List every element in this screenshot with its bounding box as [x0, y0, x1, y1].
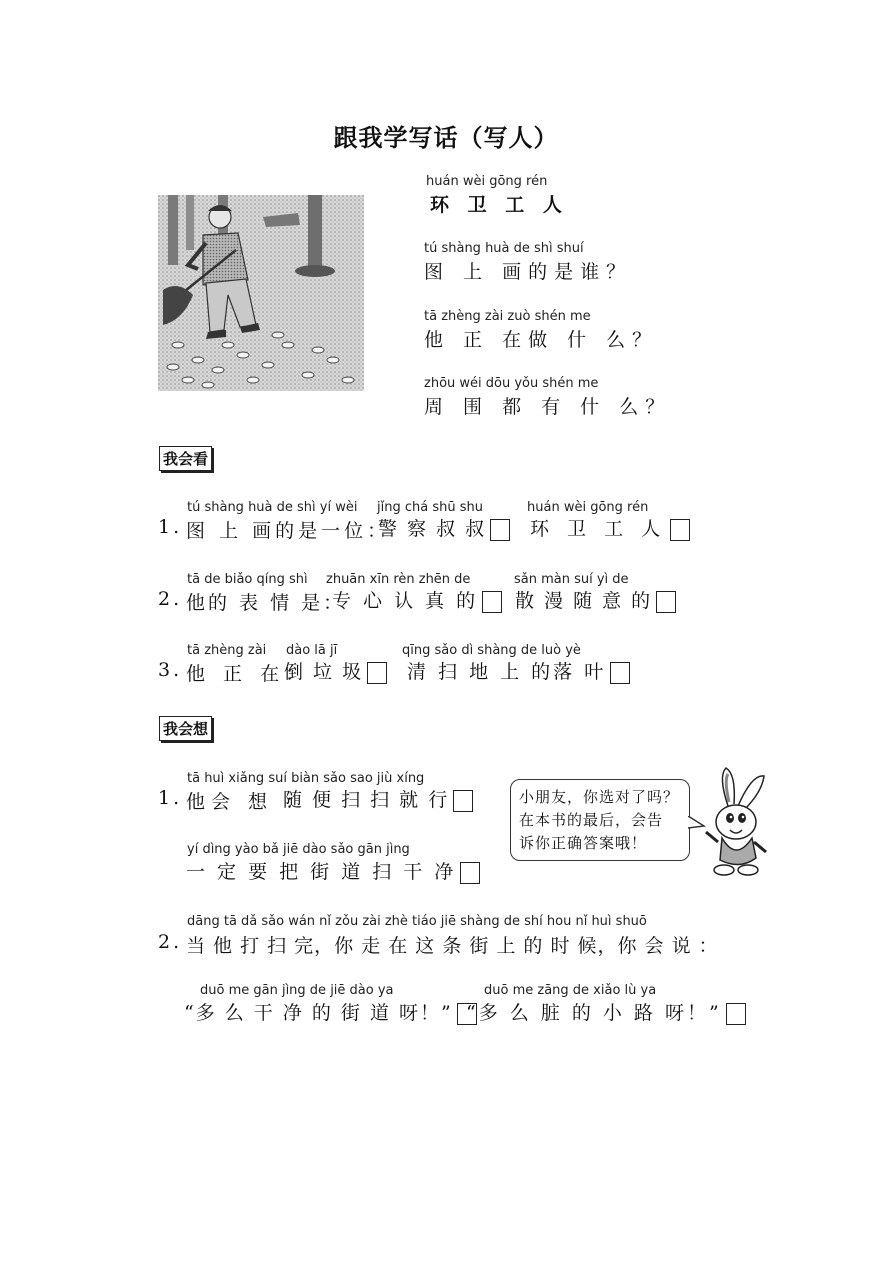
- option-text: 一 定 要 把 街 道 扫 干 净: [186, 861, 457, 883]
- answer-checkbox[interactable]: [726, 1003, 746, 1025]
- section-label-think: 我会想: [159, 716, 212, 741]
- option-1[interactable]: [378, 514, 510, 541]
- answer-checkbox[interactable]: [453, 790, 473, 812]
- option-2[interactable]: [466, 998, 746, 1025]
- option-2[interactable]: [515, 586, 676, 613]
- answer-checkbox[interactable]: [490, 519, 510, 541]
- item-pinyin: tā de biǎo qíng shì: [187, 572, 308, 587]
- item-stem: 图 上 画的是一位：: [186, 520, 391, 542]
- item-stem: 他的 表 情 是：: [186, 592, 346, 614]
- item-stem: 他 正 在：: [186, 663, 311, 685]
- item-pinyin: dāng tā dǎ sǎo wán nǐ zǒu zài zhè tiáo jiē shàng de shí hou nǐ huì shuō: [187, 914, 647, 929]
- question-pinyin: tā zhèng zài zuò shén me: [424, 309, 591, 324]
- option-2[interactable]: [186, 857, 480, 884]
- option-text: 专 心 认 真 的: [332, 590, 479, 612]
- option-pinyin: qīng sǎo dì shàng de luò yè: [402, 643, 581, 658]
- item-number: 2.: [158, 931, 183, 953]
- answer-checkbox[interactable]: [482, 591, 502, 613]
- item-number: 1.: [158, 516, 183, 538]
- item-number: 2.: [158, 588, 183, 610]
- item-stem: 当 他 打 扫 完，你 走 在 这 条 街 上 的 时 候，你 会 说 ：: [186, 935, 719, 957]
- option-pinyin: zhuān xīn rèn zhēn de: [326, 572, 471, 587]
- option-2[interactable]: [530, 514, 690, 541]
- section-label-look: 我会看: [159, 446, 212, 471]
- bubble-line: 小朋友，你选对了吗？: [519, 788, 680, 806]
- question-text: 他 正 在做 什 么？: [424, 329, 659, 351]
- item-pinyin: tú shàng huà de shì yí wèi: [187, 500, 358, 515]
- sanitation-worker-illustration: [158, 195, 364, 391]
- option-pinyin: duō me gān jìng de jiē dào ya: [200, 983, 394, 998]
- option-text: 环 卫 工 人: [530, 518, 667, 540]
- rabbit-mascot-icon: [700, 766, 770, 878]
- option-1[interactable]: [184, 998, 477, 1025]
- option-1[interactable]: [283, 785, 473, 812]
- answer-checkbox[interactable]: [367, 662, 387, 684]
- answer-checkbox[interactable]: [460, 862, 480, 884]
- option-text: “多 么 干 净 的 街 道 呀！”: [184, 1002, 453, 1024]
- picture-title-pinyin: huán wèi gōng rén: [426, 174, 548, 189]
- question-pinyin: tú shàng huà de shì shuí: [424, 241, 584, 256]
- option-pinyin: sǎn màn suí yì de: [514, 572, 629, 587]
- option-pinyin: huán wèi gōng rén: [527, 500, 649, 515]
- question-text: 图 上 画的是谁？: [424, 261, 633, 283]
- option-pinyin: jǐng chá shū shu: [377, 500, 483, 515]
- item-stem: 他会 想 ：: [186, 791, 311, 813]
- bubble-line: 在本书的最后，会告: [519, 811, 664, 829]
- option-1[interactable]: [332, 586, 502, 613]
- option-text: “多 么 脏 的 小 路 呀！”: [466, 1002, 722, 1024]
- option-text: 散 漫 随 意 的: [515, 590, 653, 612]
- option-text: 警 察 叔 叔: [378, 518, 487, 540]
- option-text: 随 便 扫 扫 就 行: [283, 789, 450, 811]
- option-1[interactable]: [284, 657, 387, 684]
- item-number: 3.: [158, 659, 183, 681]
- question-pinyin: zhōu wéi dōu yǒu shén me: [424, 376, 599, 391]
- option-pinyin: dào lā jī: [286, 643, 338, 658]
- answer-checkbox[interactable]: [670, 519, 690, 541]
- option-pinyin: duō me zāng de xiǎo lù ya: [484, 983, 657, 998]
- bubble-line: 诉你正确答案哦！: [519, 834, 648, 852]
- hint-speech-bubble: [510, 779, 690, 861]
- item-pinyin: tā zhèng zài: [187, 643, 267, 658]
- option-text: 清 扫 地 上 的落 叶: [407, 661, 607, 683]
- answer-checkbox[interactable]: [656, 591, 676, 613]
- item-pinyin: tā huì xiǎng suí biàn sǎo sao jiù xíng: [187, 771, 425, 786]
- answer-checkbox[interactable]: [610, 662, 630, 684]
- page-title: 跟我学写话（写人）: [333, 124, 559, 152]
- picture-title: 环 卫 工 人: [430, 194, 568, 216]
- question-text: 周 围 都 有 什 么？: [424, 396, 672, 418]
- option-pinyin: yí dìng yào bǎ jiē dào sǎo gān jìng: [187, 842, 410, 857]
- option-text: 倒 垃 圾: [284, 661, 364, 683]
- option-2[interactable]: [407, 657, 630, 684]
- item-number: 1.: [158, 787, 183, 809]
